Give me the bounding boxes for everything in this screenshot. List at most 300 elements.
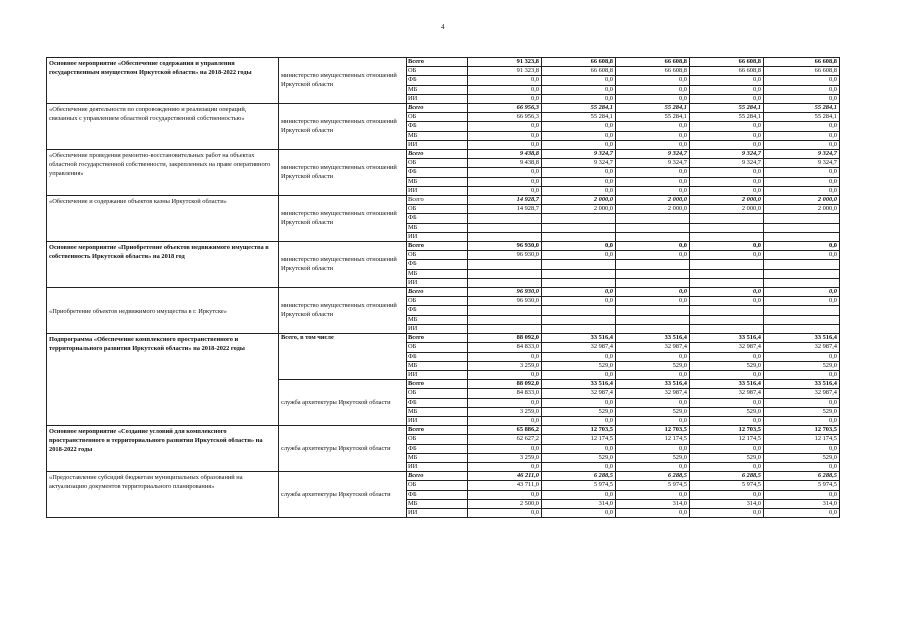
amount-cell: 66 608,8 [616,58,690,67]
amount-cell: 0,0 [616,177,690,186]
amount-cell: 0,0 [690,462,764,471]
amount-cell: 0,0 [690,242,764,251]
table-row [47,334,840,343]
amount-cell: 529,0 [542,407,616,416]
funding-source: Всего [407,472,468,481]
amount-cell: 55 284,1 [690,104,764,113]
amount-cell: 0,0 [542,490,616,499]
amount-cell: 0,0 [616,251,690,260]
amount-cell: 66 608,8 [764,67,840,76]
amount-cell: 0,0 [468,186,542,195]
funding-source: ОБ [407,251,468,260]
activity-name: «Обеспечение деятельности по сопровождению и реализации операций, связанных с управлением областной государственной собственностью» [47,104,279,150]
funding-source: ОБ [407,435,468,444]
amount-cell: 0,0 [468,131,542,140]
amount-cell: 529,0 [764,361,840,370]
amount-cell: 0,0 [764,140,840,149]
amount-cell: 55 284,1 [690,113,764,122]
amount-cell: 0,0 [468,398,542,407]
amount-cell [616,232,690,241]
amount-cell [764,232,840,241]
funding-source: ИИ [407,508,468,517]
amount-cell: 12 703,5 [542,426,616,435]
table-row [47,196,840,205]
funding-source: ФБ [407,168,468,177]
amount-cell: 2 000,0 [764,205,840,214]
amount-cell: 0,0 [690,297,764,306]
amount-cell: 0,0 [690,444,764,453]
executor-cell: служба архитектуры Иркутской области [279,426,407,472]
amount-cell: 0,0 [542,242,616,251]
amount-cell: 0,0 [542,177,616,186]
amount-cell: 0,0 [616,242,690,251]
amount-cell: 0,0 [690,140,764,149]
amount-cell: 0,0 [690,122,764,131]
amount-cell: 2 000,0 [764,196,840,205]
amount-cell: 55 284,1 [616,113,690,122]
amount-cell: 12 174,5 [764,435,840,444]
amount-cell: 12 174,5 [690,435,764,444]
amount-cell: 0,0 [690,288,764,297]
amount-cell: 529,0 [616,361,690,370]
amount-cell: 0,0 [616,508,690,517]
funding-source: ИИ [407,462,468,471]
executor-cell: Всего, в том числе [279,334,407,380]
amount-cell: 2 000,0 [616,205,690,214]
amount-cell: 0,0 [764,398,840,407]
amount-cell: 0,0 [764,490,840,499]
amount-cell: 5 974,5 [690,481,764,490]
funding-source: МБ [407,85,468,94]
funding-source: ИИ [407,324,468,333]
amount-cell [542,214,616,223]
amount-cell: 6 288,5 [616,472,690,481]
amount-cell: 0,0 [616,76,690,85]
amount-cell [542,232,616,241]
amount-cell [542,315,616,324]
amount-cell: 9 324,7 [764,150,840,159]
funding-source: ФБ [407,76,468,85]
amount-cell: 0,0 [764,177,840,186]
funding-source: ОБ [407,205,468,214]
amount-cell: 84 833,0 [468,389,542,398]
amount-cell: 55 284,1 [542,104,616,113]
funding-source: Всего [407,150,468,159]
amount-cell: 529,0 [616,407,690,416]
funding-source: МБ [407,177,468,186]
amount-cell: 32 987,4 [616,389,690,398]
amount-cell: 314,0 [764,499,840,508]
amount-cell: 33 516,4 [690,334,764,343]
amount-cell [764,260,840,269]
amount-cell: 0,0 [690,186,764,195]
funding-source: ИИ [407,370,468,379]
activity-name: «Приобретение объектов недвижимого имущества в г. Иркутске» [47,288,279,334]
amount-cell: 0,0 [542,444,616,453]
amount-cell: 91 323,8 [468,67,542,76]
funding-source: ОБ [407,297,468,306]
amount-cell: 3 259,0 [468,361,542,370]
table-row [47,242,840,251]
amount-cell: 0,0 [764,288,840,297]
amount-cell: 529,0 [764,407,840,416]
amount-cell: 33 516,4 [542,334,616,343]
amount-cell: 0,0 [764,416,840,425]
amount-cell [468,260,542,269]
funding-source: Всего [407,104,468,113]
executor-cell: министерство имущественных отношений Иркутской области [279,242,407,288]
amount-cell: 66 608,8 [690,67,764,76]
amount-cell: 55 284,1 [616,104,690,113]
amount-cell: 0,0 [616,94,690,103]
amount-cell: 0,0 [468,85,542,94]
amount-cell: 0,0 [468,508,542,517]
amount-cell: 32 987,4 [616,343,690,352]
amount-cell: 0,0 [690,177,764,186]
amount-cell: 9 324,7 [764,159,840,168]
executor-cell: министерство имущественных отношений Иркутской области [279,150,407,196]
amount-cell: 33 516,4 [542,380,616,389]
amount-cell [690,232,764,241]
executor-cell: министерство имущественных отношений Иркутской области [279,104,407,150]
amount-cell: 0,0 [468,462,542,471]
amount-cell: 529,0 [690,453,764,462]
amount-cell: 0,0 [542,297,616,306]
amount-cell: 0,0 [690,131,764,140]
amount-cell: 65 886,2 [468,426,542,435]
amount-cell [764,324,840,333]
amount-cell: 0,0 [690,490,764,499]
amount-cell: 0,0 [690,352,764,361]
amount-cell: 12 174,5 [542,435,616,444]
activity-name: Основное мероприятие «Создание условий для комплексного пространственного и территориального развития Иркутской области» на 2018-2022 годы [47,426,279,472]
amount-cell: 66 608,8 [616,67,690,76]
budget-table [46,57,840,518]
amount-cell: 314,0 [542,499,616,508]
funding-source: ОБ [407,113,468,122]
amount-cell: 0,0 [542,251,616,260]
activity-name: «Предоставление субсидий бюджетам муниципальных образований на актуализацию документов территориального планирования» [47,472,279,518]
amount-cell [690,223,764,232]
amount-cell: 0,0 [616,85,690,94]
amount-cell: 46 211,0 [468,472,542,481]
amount-cell: 6 288,5 [764,472,840,481]
amount-cell: 0,0 [542,508,616,517]
amount-cell: 84 833,0 [468,343,542,352]
amount-cell: 0,0 [690,370,764,379]
amount-cell: 66 608,8 [764,58,840,67]
amount-cell: 55 284,1 [764,113,840,122]
funding-source: ФБ [407,490,468,499]
amount-cell: 0,0 [468,177,542,186]
amount-cell: 66 956,3 [468,104,542,113]
amount-cell: 66 608,8 [542,58,616,67]
amount-cell: 5 974,5 [764,481,840,490]
amount-cell: 0,0 [468,140,542,149]
amount-cell: 43 711,0 [468,481,542,490]
amount-cell [764,223,840,232]
amount-cell: 96 930,0 [468,297,542,306]
amount-cell: 0,0 [616,131,690,140]
amount-cell [690,306,764,315]
amount-cell: 0,0 [468,416,542,425]
amount-cell: 0,0 [764,122,840,131]
amount-cell [468,278,542,287]
amount-cell [616,278,690,287]
amount-cell: 0,0 [468,168,542,177]
amount-cell: 12 703,5 [690,426,764,435]
amount-cell: 0,0 [764,76,840,85]
amount-cell: 0,0 [764,370,840,379]
amount-cell: 0,0 [616,462,690,471]
funding-source: ИИ [407,186,468,195]
amount-cell: 33 516,4 [616,380,690,389]
funding-source: ОБ [407,343,468,352]
amount-cell: 0,0 [616,398,690,407]
amount-cell [542,269,616,278]
executor-cell: министерство имущественных отношений Иркутской области [279,58,407,104]
amount-cell [690,278,764,287]
amount-cell [468,315,542,324]
activity-name: Подпрограмма «Обеспечение комплексного пространственного и территориального развития Иркутской области» на 2018-2022 годы [47,334,279,426]
funding-source: ФБ [407,352,468,361]
funding-source: Всего [407,426,468,435]
table-row [47,104,840,113]
amount-cell [468,223,542,232]
amount-cell: 0,0 [468,122,542,131]
amount-cell: 0,0 [542,398,616,407]
amount-cell: 529,0 [764,453,840,462]
amount-cell: 0,0 [468,76,542,85]
funding-source: ИИ [407,140,468,149]
amount-cell [690,324,764,333]
funding-source: МБ [407,499,468,508]
amount-cell: 0,0 [616,140,690,149]
amount-cell: 0,0 [468,444,542,453]
amount-cell: 0,0 [690,94,764,103]
amount-cell: 0,0 [764,242,840,251]
amount-cell: 6 288,5 [690,472,764,481]
amount-cell: 2 000,0 [542,205,616,214]
amount-cell [616,223,690,232]
amount-cell: 0,0 [690,508,764,517]
funding-source: МБ [407,269,468,278]
amount-cell: 91 323,8 [468,58,542,67]
amount-cell: 32 987,4 [764,343,840,352]
amount-cell: 0,0 [764,444,840,453]
amount-cell: 9 324,7 [542,159,616,168]
amount-cell: 96 930,0 [468,242,542,251]
funding-source: МБ [407,223,468,232]
amount-cell: 14 928,7 [468,205,542,214]
amount-cell: 9 324,7 [616,159,690,168]
amount-cell: 3 259,0 [468,453,542,462]
amount-cell [690,315,764,324]
amount-cell: 0,0 [542,168,616,177]
amount-cell: 0,0 [764,85,840,94]
amount-cell: 0,0 [764,186,840,195]
executor-cell: служба архитектуры Иркутской области [279,472,407,518]
funding-source: ИИ [407,278,468,287]
amount-cell: 32 987,4 [542,343,616,352]
amount-cell: 0,0 [690,85,764,94]
amount-cell: 0,0 [764,251,840,260]
amount-cell: 0,0 [468,370,542,379]
table-row [47,150,840,159]
activity-name: Основное мероприятие «Обеспечение содержания и управления государственным имуществом Иркутской области» на 2018-2022 годы [47,58,279,104]
amount-cell: 0,0 [542,288,616,297]
amount-cell: 33 516,4 [616,334,690,343]
amount-cell [542,223,616,232]
amount-cell: 33 516,4 [764,334,840,343]
amount-cell: 55 284,1 [542,113,616,122]
funding-source: Всего [407,334,468,343]
amount-cell [764,315,840,324]
amount-cell: 529,0 [616,453,690,462]
amount-cell: 88 092,0 [468,334,542,343]
amount-cell: 32 987,4 [690,343,764,352]
amount-cell: 0,0 [542,462,616,471]
amount-cell: 9 324,7 [616,150,690,159]
amount-cell: 529,0 [690,361,764,370]
amount-cell: 33 516,4 [764,380,840,389]
amount-cell [616,269,690,278]
funding-source: Всего [407,196,468,205]
amount-cell: 0,0 [542,94,616,103]
amount-cell: 0,0 [542,416,616,425]
amount-cell: 314,0 [690,499,764,508]
amount-cell: 0,0 [690,76,764,85]
amount-cell: 2 000,0 [616,196,690,205]
amount-cell: 12 174,5 [616,435,690,444]
amount-cell: 12 703,5 [616,426,690,435]
funding-source: ФБ [407,398,468,407]
funding-source: ФБ [407,122,468,131]
amount-cell: 0,0 [764,352,840,361]
amount-cell: 2 000,0 [542,196,616,205]
amount-cell: 12 703,5 [764,426,840,435]
amount-cell: 314,0 [616,499,690,508]
funding-source: МБ [407,361,468,370]
executor-cell: служба архитектуры Иркутской области [279,380,407,426]
amount-cell: 0,0 [542,122,616,131]
amount-cell: 0,0 [542,370,616,379]
amount-cell: 0,0 [616,352,690,361]
funding-source: МБ [407,315,468,324]
amount-cell: 0,0 [764,297,840,306]
amount-cell [542,260,616,269]
funding-source: ИИ [407,94,468,103]
amount-cell: 32 987,4 [764,389,840,398]
amount-cell [764,306,840,315]
amount-cell: 0,0 [616,297,690,306]
amount-cell: 0,0 [764,131,840,140]
amount-cell: 0,0 [542,186,616,195]
amount-cell: 0,0 [690,398,764,407]
activity-name: «Обеспечение и содержание объектов казны Иркутской области» [47,196,279,242]
amount-cell [764,214,840,223]
amount-cell: 9 324,7 [690,159,764,168]
activity-name: Основное мероприятие «Приобретение объектов недвижимого имущества в собственность Иркутской области» на 2018 год [47,242,279,288]
funding-source: ИИ [407,232,468,241]
funding-source: ОБ [407,159,468,168]
activity-name: «Обеспечение проведения ремонтно-восстановительных работ на объектах областной государственной собственности, закрепленных на праве оперативного управления» [47,150,279,196]
amount-cell [690,269,764,278]
amount-cell: 96 930,0 [468,288,542,297]
funding-source: Всего [407,58,468,67]
amount-cell: 0,0 [616,288,690,297]
amount-cell: 55 284,1 [764,104,840,113]
amount-cell [616,306,690,315]
amount-cell [616,214,690,223]
amount-cell: 66 608,8 [690,58,764,67]
amount-cell: 2 500,0 [468,499,542,508]
funding-source: МБ [407,453,468,462]
amount-cell [468,269,542,278]
amount-cell: 9 324,7 [542,150,616,159]
funding-source: МБ [407,131,468,140]
amount-cell: 5 974,5 [542,481,616,490]
amount-cell: 66 956,3 [468,113,542,122]
amount-cell: 0,0 [468,490,542,499]
funding-source: Всего [407,242,468,251]
amount-cell: 0,0 [764,94,840,103]
amount-cell: 3 259,0 [468,407,542,416]
amount-cell [690,260,764,269]
funding-source: ФБ [407,214,468,223]
amount-cell: 2 000,0 [690,205,764,214]
amount-cell: 0,0 [764,508,840,517]
amount-cell: 0,0 [542,76,616,85]
amount-cell [468,306,542,315]
table-row [47,426,840,435]
funding-source: ИИ [407,416,468,425]
funding-source: Всего [407,288,468,297]
amount-cell [616,324,690,333]
amount-cell: 32 987,4 [542,389,616,398]
table-row [47,472,840,481]
amount-cell: 33 516,4 [690,380,764,389]
funding-source: ФБ [407,306,468,315]
amount-cell: 0,0 [616,370,690,379]
amount-cell: 0,0 [764,168,840,177]
amount-cell [616,315,690,324]
executor-cell: министерство имущественных отношений Иркутской области [279,196,407,242]
amount-cell: 0,0 [616,168,690,177]
amount-cell: 0,0 [468,94,542,103]
funding-source: ОБ [407,481,468,490]
amount-cell: 0,0 [690,416,764,425]
table-row [47,288,840,297]
amount-cell [616,260,690,269]
page-number: 4 [441,23,445,31]
amount-cell: 0,0 [542,131,616,140]
amount-cell: 529,0 [542,361,616,370]
amount-cell [468,214,542,223]
amount-cell [764,269,840,278]
amount-cell: 0,0 [764,462,840,471]
amount-cell: 0,0 [616,444,690,453]
amount-cell: 2 000,0 [690,196,764,205]
amount-cell: 32 987,4 [690,389,764,398]
amount-cell: 96 930,0 [468,251,542,260]
funding-source: ОБ [407,67,468,76]
amount-cell: 62 627,2 [468,435,542,444]
amount-cell: 5 974,5 [616,481,690,490]
amount-cell: 0,0 [542,352,616,361]
funding-source: Всего [407,380,468,389]
amount-cell: 0,0 [468,352,542,361]
